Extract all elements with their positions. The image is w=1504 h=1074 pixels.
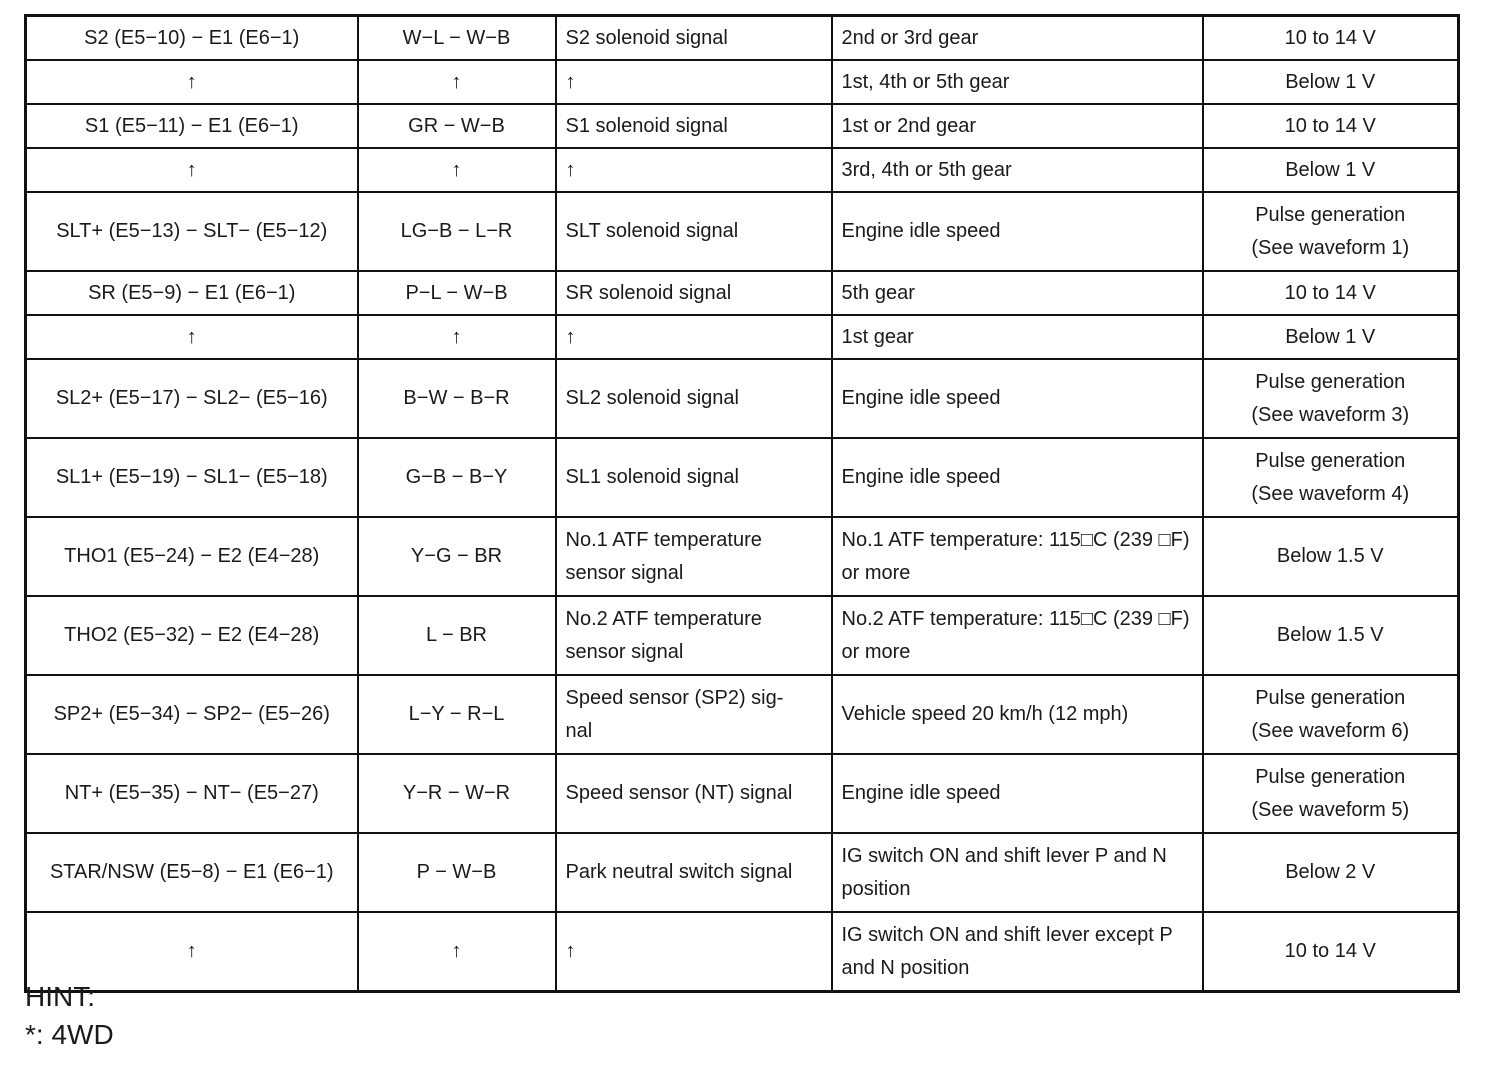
table-row (26, 833, 1459, 912)
table-row (26, 315, 1459, 359)
table-row (26, 60, 1459, 104)
description-cell: Park neutral switch signal (556, 833, 832, 912)
wiring-color-cell: G−B − B−Y (358, 438, 556, 517)
spec-value-cell: Below 1 V (1203, 148, 1459, 192)
terminal-cell: ↑ (26, 315, 358, 359)
table-row (26, 912, 1459, 992)
spec-value-cell: 10 to 14 V (1203, 16, 1459, 61)
spec-value-cell: Pulse generation (See waveform 5) (1203, 754, 1459, 833)
condition-cell: No.1 ATF temperature: 115□C (239 □F) or more (832, 517, 1203, 596)
footnote-4wd: *: 4WD (25, 1019, 114, 1050)
description-cell: ↑ (556, 315, 832, 359)
wiring-color-cell: L−Y − R−L (358, 675, 556, 754)
spec-value-cell: Pulse generation (See waveform 1) (1203, 192, 1459, 271)
description-cell: No.1 ATF temperature sensor signal (556, 517, 832, 596)
condition-cell: Vehicle speed 20 km/h (12 mph) (832, 675, 1203, 754)
condition-cell: 1st gear (832, 315, 1203, 359)
condition-cell: Engine idle speed (832, 359, 1203, 438)
condition-cell: 1st, 4th or 5th gear (832, 60, 1203, 104)
condition-cell: IG switch ON and shift lever P and N position (832, 833, 1203, 912)
condition-cell: 5th gear (832, 271, 1203, 315)
terminal-cell: THO2 (E5−32) − E2 (E4−28) (26, 596, 358, 675)
condition-cell: IG switch ON and shift lever except P and N position (832, 912, 1203, 992)
description-cell: No.2 ATF temperature sensor signal (556, 596, 832, 675)
description-cell: SL1 solenoid signal (556, 438, 832, 517)
terminal-spec-table (24, 14, 1460, 993)
wiring-color-cell: GR − W−B (358, 104, 556, 148)
wiring-color-cell: Y−R − W−R (358, 754, 556, 833)
spec-value-cell: 10 to 14 V (1203, 912, 1459, 992)
terminal-cell: ↑ (26, 60, 358, 104)
description-cell: SL2 solenoid signal (556, 359, 832, 438)
spec-value-cell: Below 2 V (1203, 833, 1459, 912)
terminal-cell: SP2+ (E5−34) − SP2− (E5−26) (26, 675, 358, 754)
wiring-color-cell: W−L − W−B (358, 16, 556, 61)
wiring-color-cell: B−W − B−R (358, 359, 556, 438)
spec-value-cell: Below 1 V (1203, 60, 1459, 104)
wiring-color-cell: ↑ (358, 60, 556, 104)
condition-cell: Engine idle speed (832, 754, 1203, 833)
table-row (26, 438, 1459, 517)
table-row (26, 517, 1459, 596)
terminal-cell: S2 (E5−10) − E1 (E6−1) (26, 16, 358, 61)
description-cell: Speed sensor (NT) signal (556, 754, 832, 833)
spec-value-cell: Pulse generation (See waveform 6) (1203, 675, 1459, 754)
description-cell: S1 solenoid signal (556, 104, 832, 148)
terminal-cell: SL2+ (E5−17) − SL2− (E5−16) (26, 359, 358, 438)
wiring-color-cell: L − BR (358, 596, 556, 675)
condition-cell: No.2 ATF temperature: 115□C (239 □F) or more (832, 596, 1203, 675)
table-row (26, 596, 1459, 675)
terminal-cell: SR (E5−9) − E1 (E6−1) (26, 271, 358, 315)
description-cell: ↑ (556, 60, 832, 104)
wiring-color-cell: ↑ (358, 148, 556, 192)
table-row (26, 675, 1459, 754)
terminal-cell: NT+ (E5−35) − NT− (E5−27) (26, 754, 358, 833)
terminal-cell: ↑ (26, 148, 358, 192)
spec-value-cell: Below 1.5 V (1203, 517, 1459, 596)
spec-value-cell: Below 1.5 V (1203, 596, 1459, 675)
terminal-cell: SL1+ (E5−19) − SL1− (E5−18) (26, 438, 358, 517)
description-cell: SR solenoid signal (556, 271, 832, 315)
spec-value-cell: Below 1 V (1203, 315, 1459, 359)
hint-label: HINT: (25, 981, 95, 1012)
spec-value-cell: 10 to 14 V (1203, 271, 1459, 315)
terminal-cell: ↑ (26, 912, 358, 992)
table-row (26, 104, 1459, 148)
terminal-cell: THO1 (E5−24) − E2 (E4−28) (26, 517, 358, 596)
wiring-color-cell: LG−B − L−R (358, 192, 556, 271)
description-cell: ↑ (556, 148, 832, 192)
wiring-color-cell: Y−G − BR (358, 517, 556, 596)
wiring-color-cell: P−L − W−B (358, 271, 556, 315)
table-row (26, 16, 1459, 61)
table-body (26, 16, 1459, 992)
spec-value-cell: 10 to 14 V (1203, 104, 1459, 148)
description-cell: Speed sensor (SP2) sig- nal (556, 675, 832, 754)
table-row (26, 271, 1459, 315)
terminal-cell: STAR/NSW (E5−8) − E1 (E6−1) (26, 833, 358, 912)
table-row (26, 148, 1459, 192)
table-row (26, 359, 1459, 438)
condition-cell: 3rd, 4th or 5th gear (832, 148, 1203, 192)
table-row (26, 754, 1459, 833)
table-row (26, 192, 1459, 271)
condition-cell: Engine idle speed (832, 192, 1203, 271)
spec-value-cell: Pulse generation (See waveform 3) (1203, 359, 1459, 438)
wiring-color-cell: ↑ (358, 315, 556, 359)
condition-cell: Engine idle speed (832, 438, 1203, 517)
wiring-color-cell: P − W−B (358, 833, 556, 912)
wiring-color-cell: ↑ (358, 912, 556, 992)
description-cell: ↑ (556, 912, 832, 992)
description-cell: S2 solenoid signal (556, 16, 832, 61)
condition-cell: 2nd or 3rd gear (832, 16, 1203, 61)
description-cell: SLT solenoid signal (556, 192, 832, 271)
condition-cell: 1st or 2nd gear (832, 104, 1203, 148)
terminal-cell: S1 (E5−11) − E1 (E6−1) (26, 104, 358, 148)
terminal-cell: SLT+ (E5−13) − SLT− (E5−12) (26, 192, 358, 271)
spec-value-cell: Pulse generation (See waveform 4) (1203, 438, 1459, 517)
